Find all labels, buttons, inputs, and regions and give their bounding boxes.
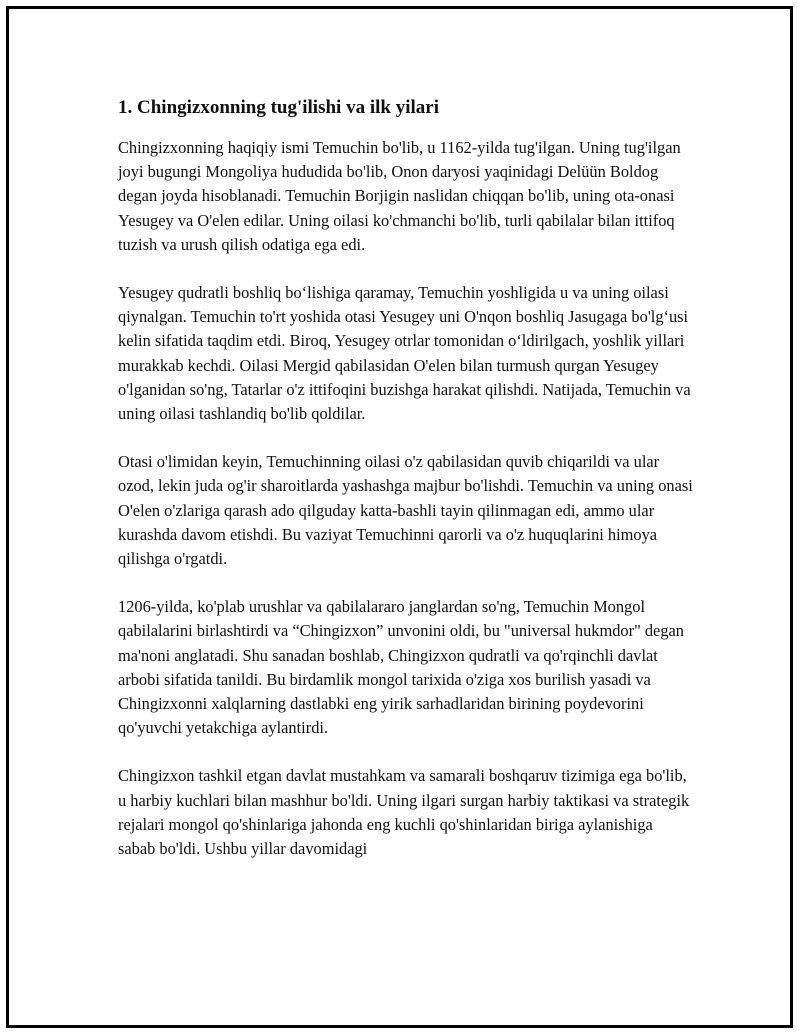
section-heading: 1. Chingizxonning tug'ilishi va ilk yilari bbox=[118, 97, 439, 118]
paragraph-state: Chingizxon tashkil etgan davlat mustahkam va samarali boshqaruv tizimiga ega bo'lib, u harbiy kuchlari bilan mashhur bo'ldi. Uning ilgari surgan harbiy taktikasi va strategik rejalari mongol qo'shinlariga jahonda eng kuchli qo'shinlaridan biriga aylanishiga sabab bo'ldi. Ushbu yillar davomidagi bbox=[118, 766, 690, 859]
paragraph-unification: 1206-yilda, ko'plab urushlar va qabilalararo janglardan so'ng, Temuchin Mongol qabilalarini birlashtirdi va “Chingizxon” unvonini oldi, bu "universal hukmdor" degan ma'noni anglatadi. Shu sanadan boshlab, Chingizxon qudratli va qo'rqinchli davlat arbobi sifatida tanildi. Bu birdamlik mongol tarixida o'ziga xos burilish yasadi va Chingizxonni xalqlarning dastlabki eng yirik sarhadlaridan birining poydevorini qo'yuvchi yetakchiga aylantirdi. bbox=[118, 597, 684, 738]
document-body bbox=[118, 94, 693, 885]
paragraph-childhood: Yesugey qudratli boshliq bo‘lishiga qaramay, Temuchin yoshligida u va uning oilasi qiynalgan. Temuchin to'rt yoshida otasi Yesugey uni O'nqon boshliq Jasugaga bo'lg‘usi kelin sifatida taqdim etdi. Biroq, Yesugey otrlar tomonidan o‘ldirilgach, yoshlik yillari murakkab kechdi. Oilasi Mergid qabilasidan O'elen bilan turmush qurgan Yesugey o'lganidan so'ng, Tatarlar o'z ittifoqini buzishga harakat qilishdi. Natijada, Temuchin va uning oilasi tashlandiq bo'lib qoldilar. bbox=[118, 283, 691, 424]
paragraph-birth: Chingizxonning haqiqiy ismi Temuchin bo'lib, u 1162-yilda tug'ilgan. Uning tug'ilgan joyi bugungi Mongoliya hududida bo'lib, Onon daryosi yaqinidagi Delüün Boldog degan joyda hisoblanadi. Temuchin Borjigin naslidan chiqqan bo'lib, uning ota-onasi Yesugey va O'elen edilar. Uning oilasi ko'chmanchi bo'lib, turli qabilalar bilan ittifoq tuzish va urush qilish odatiga ega edi. bbox=[118, 138, 681, 254]
paragraph-exile: Otasi o'limidan keyin, Temuchinning oilasi o'z qabilasidan quvib chiqarildi va ular ozod, lekin juda og'ir sharoitlarda yashashga majbur bo'lishdi. Temuchin va uning onasi O'elen o'zlariga qarash ado qilguday katta-bashli tayin qilinmagan edi, ammo ular kurashda davom etishdi. Bu vaziyat Temuchinni qarorli va o'z huquqlarini himoya qilishga o'rgatdi. bbox=[118, 452, 693, 569]
